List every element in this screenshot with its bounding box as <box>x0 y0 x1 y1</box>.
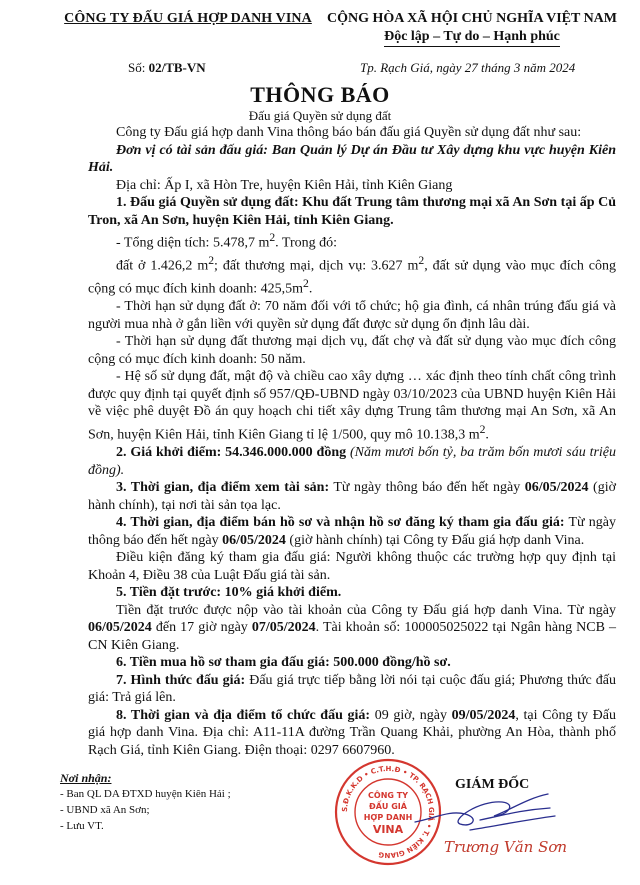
land-commercial: ; đất thương mại, dịch vụ: 3.627 m <box>214 258 419 274</box>
recipient-item: - Ban QL DA ĐTXD huyện Kiên Hải ; <box>60 788 231 800</box>
auction-date: 09/05/2024 <box>451 707 516 723</box>
document-number <box>128 60 206 76</box>
stamp-ring-text: S.Đ.K.K.D • C.T.H.Đ • TP. RẠCH GIÁ • T. KIÊN GIANG <box>340 764 436 860</box>
document-date: Tp. Rạch Giá, ngày 27 tháng 3 năm 2024 <box>360 60 576 75</box>
total-area-text: - Tổng diện tích: 5.478,7 m <box>116 235 270 251</box>
stamp-line-3: HỢP DANH <box>363 813 413 822</box>
coefficient-text: - Hệ số sử dụng đất, mật độ và chiều cao xây dựng … xác định theo tính chất công trình được quy định tại quyết định số 957/QĐ-UBND ngày 03/10/2023 của UBND huyện Kiên Hải về việc phê duyệt Đồ án quy hoạch chi tiết xây dựng Trung tâm thương mại An Sơn, xã An Sơn, huyện Kiên Hải, tỉnh Kiên Giang tỉ lệ 1/500, quy mô 10.138,3 m <box>88 369 616 443</box>
recipient-item: - Lưu VT. <box>60 820 104 832</box>
section-8-schedule <box>88 707 616 760</box>
registration-tail: (giờ hành chính) tại Công ty Đấu giá hợp danh Vina. <box>289 532 585 548</box>
auction-form-text: Đấu giá trực tiếp bằng lời nói tại cuộc đấu giá; Phương thức đấu giá: Trả giá lên. <box>88 672 617 706</box>
section-1-term-commercial: - Thời hạn sử dụng đất thương mại dịch vụ, đất chợ và đất sử dụng vào mục đích công cộng có mục đích kinh doanh: 50 năm. <box>88 334 616 367</box>
stamp-line-1: CÔNG TY <box>368 791 408 800</box>
registration-text: Từ ngày thông báo đến hết ngày <box>88 515 616 548</box>
section-1-heading: 1. Đấu giá Quyền sử dụng đất: Khu đất Trung tâm thương mại xã An Sơn tại ấp Củ Tron, xã An Sơn, huyện Kiên Hải, tỉnh Kiên Giang. <box>88 195 616 228</box>
land-breakdown-end: . <box>308 281 313 297</box>
deposit-start-date: 06/05/2024 <box>88 620 152 636</box>
section-2-starting-price <box>88 444 616 479</box>
header-republic-block <box>322 11 622 47</box>
land-public: , đất sử dụng vào mục đích công cộng có mục đích kinh doanh: 425,5m <box>88 258 617 297</box>
page-title: THÔNG BÁO <box>250 82 390 107</box>
deposit-mid: đến 17 giờ ngày <box>155 620 248 636</box>
viewing-label: 3. Thời gian, địa điểm xem tài sản: <box>116 480 330 496</box>
section-1-term-residential: - Thời hạn sử dụng đất ở: 70 năm đối với tổ chức; hộ gia đình, cá nhân trúng đấu giá và người mua nhà ở gắn liền với quyền sử dụng đất được sử dụng ổn định lâu dài. <box>88 299 616 332</box>
viewing-tail: (giờ hành chính), tại nơi tài sản tọa lạc. <box>88 480 616 513</box>
section-1-land-breakdown: đất ở 1.426,2 $m^2$; đất thương mại, dịch vụ: 3.627 $m^2$, đất sử dụng vào mục đích công cộng có mục đích kinh doanh: $425,5m^2$. <box>88 254 617 297</box>
stamp-line-2: ĐẤU GIÁ <box>369 802 407 811</box>
signer-name: Trương Văn Sơn <box>444 838 568 856</box>
coefficient-end: . <box>485 427 489 443</box>
deposit-end-date: 07/05/2024 <box>251 620 316 636</box>
section-3-viewing <box>88 479 616 514</box>
document-number-value: 02/TB-VN <box>148 60 206 75</box>
director-title: GIÁM ĐỐC <box>455 777 530 792</box>
starting-price-words: (Năm mươi bốn tỷ, ba trăm bốn mươi sáu triệu đồng). <box>88 445 617 478</box>
asset-owner-address: Địa chỉ: Ấp I, xã Hòn Tre, huyện Kiên Hải, tỉnh Kiên Giang <box>116 177 453 193</box>
asset-owner: Đơn vị có tài sản đấu giá: Ban Quản lý Dự án Đầu tư Xây dựng khu vực huyện Kiên Hải. <box>88 142 616 175</box>
signature-scribble-icon <box>410 780 560 840</box>
document-number-label: Số: <box>128 60 146 75</box>
viewing-date: 06/05/2024 <box>524 480 589 496</box>
section-5-deposit-heading: 5. Tiền đặt trước: 10% giá khởi điểm. <box>116 585 342 601</box>
registration-date: 06/05/2024 <box>222 532 286 548</box>
page-subtitle: Đấu giá Quyền sử dụng đất <box>248 108 392 123</box>
viewing-text: Từ ngày thông báo đến hết ngày <box>333 480 521 496</box>
registration-label: 4. Thời gian, địa điểm bán hồ sơ và nhận hồ sơ đăng ký tham gia đấu giá: <box>116 515 565 531</box>
section-6-dossier-fee <box>88 654 616 672</box>
recipients-block <box>60 770 231 834</box>
deposit-text: Tiền đặt trước được nộp vào tài khoản của Công ty Đấu giá hợp danh Vina. Từ ngày <box>116 602 616 618</box>
deposit-tail: . Tài khoản số: 100005025022 tại Ngân hàng NCB – CN Kiên Giang. <box>88 620 617 653</box>
auction-schedule-tail: , tại Công ty Đấu giá hợp danh Vina. Địa chỉ: A11-11A đường Trần Quang Khải, phường An Hòa, thành phố Rạch Giá, tỉnh Kiên Giang. Điện thoại: 0297 6607960. <box>88 707 616 758</box>
stamp-line-4: VINA <box>372 823 404 836</box>
section-1-total-area: - Tổng diện tích: 5.478,7 $m^2$. Trong đó: <box>116 231 338 251</box>
republic-name: CỘNG HÒA XÃ HỘI CHỦ NGHĨA VIỆT NAM <box>326 11 617 26</box>
auction-form-label: 7. Hình thức đấu giá: <box>116 672 246 688</box>
total-area-tail: . Trong đó: <box>275 235 338 251</box>
auction-schedule-text: 09 giờ, ngày <box>374 707 447 723</box>
recipient-item: - UBND xã An Sơn; <box>60 804 150 816</box>
section-5-deposit-text <box>88 602 616 655</box>
national-motto: Độc lập – Tự do – Hạnh phúc <box>384 29 560 47</box>
dossier-fee-label: 6. Tiền mua hồ sơ tham gia đấu giá: <box>116 655 330 671</box>
starting-price-value: 54.346.000.000 đồng <box>225 445 347 461</box>
section-4-registration <box>88 514 616 549</box>
intro-paragraph: Công ty Đấu giá hợp danh Vina thông báo bán đấu giá Quyền sử dụng đất như sau: <box>116 125 582 140</box>
starting-price-label: 2. Giá khởi điểm: <box>116 445 222 461</box>
dossier-fee-value: 500.000 đồng/hồ sơ. <box>333 655 451 671</box>
document-body <box>88 124 616 759</box>
recipients-label: Nơi nhận: <box>60 771 112 785</box>
land-residential: đất ở 1.426,2 m <box>116 258 209 274</box>
section-4-conditions: Điều kiện đăng ký tham gia đấu giá: Người không thuộc các trường hợp quy định tại Khoản 4, Điều 38 của Luật Đấu giá tài sản. <box>88 550 616 583</box>
section-7-form <box>88 672 616 707</box>
auction-schedule-label: 8. Thời gian và địa điểm tổ chức đấu giá: <box>116 707 371 723</box>
section-1-coefficient: - Hệ số sử dụng đất, mật độ và chiều cao xây dựng … xác định theo tính chất công trình được quy định tại quyết định số 957/QĐ-UBND ngày 03/10/2023 của UBND huyện Kiên Hải về việc phê duyệt Đồ án quy hoạch chi tiết xây dựng Trung tâm thương mại An Sơn, xã An Sơn, huyện Kiên Hải, tỉnh Kiên Giang tỉ lệ 1/500, quy mô 10.138,3 $m^2$. <box>88 369 616 443</box>
company-name: CÔNG TY ĐẤU GIÁ HỢP DANH VINA <box>64 11 312 26</box>
header-company-block <box>58 11 318 27</box>
